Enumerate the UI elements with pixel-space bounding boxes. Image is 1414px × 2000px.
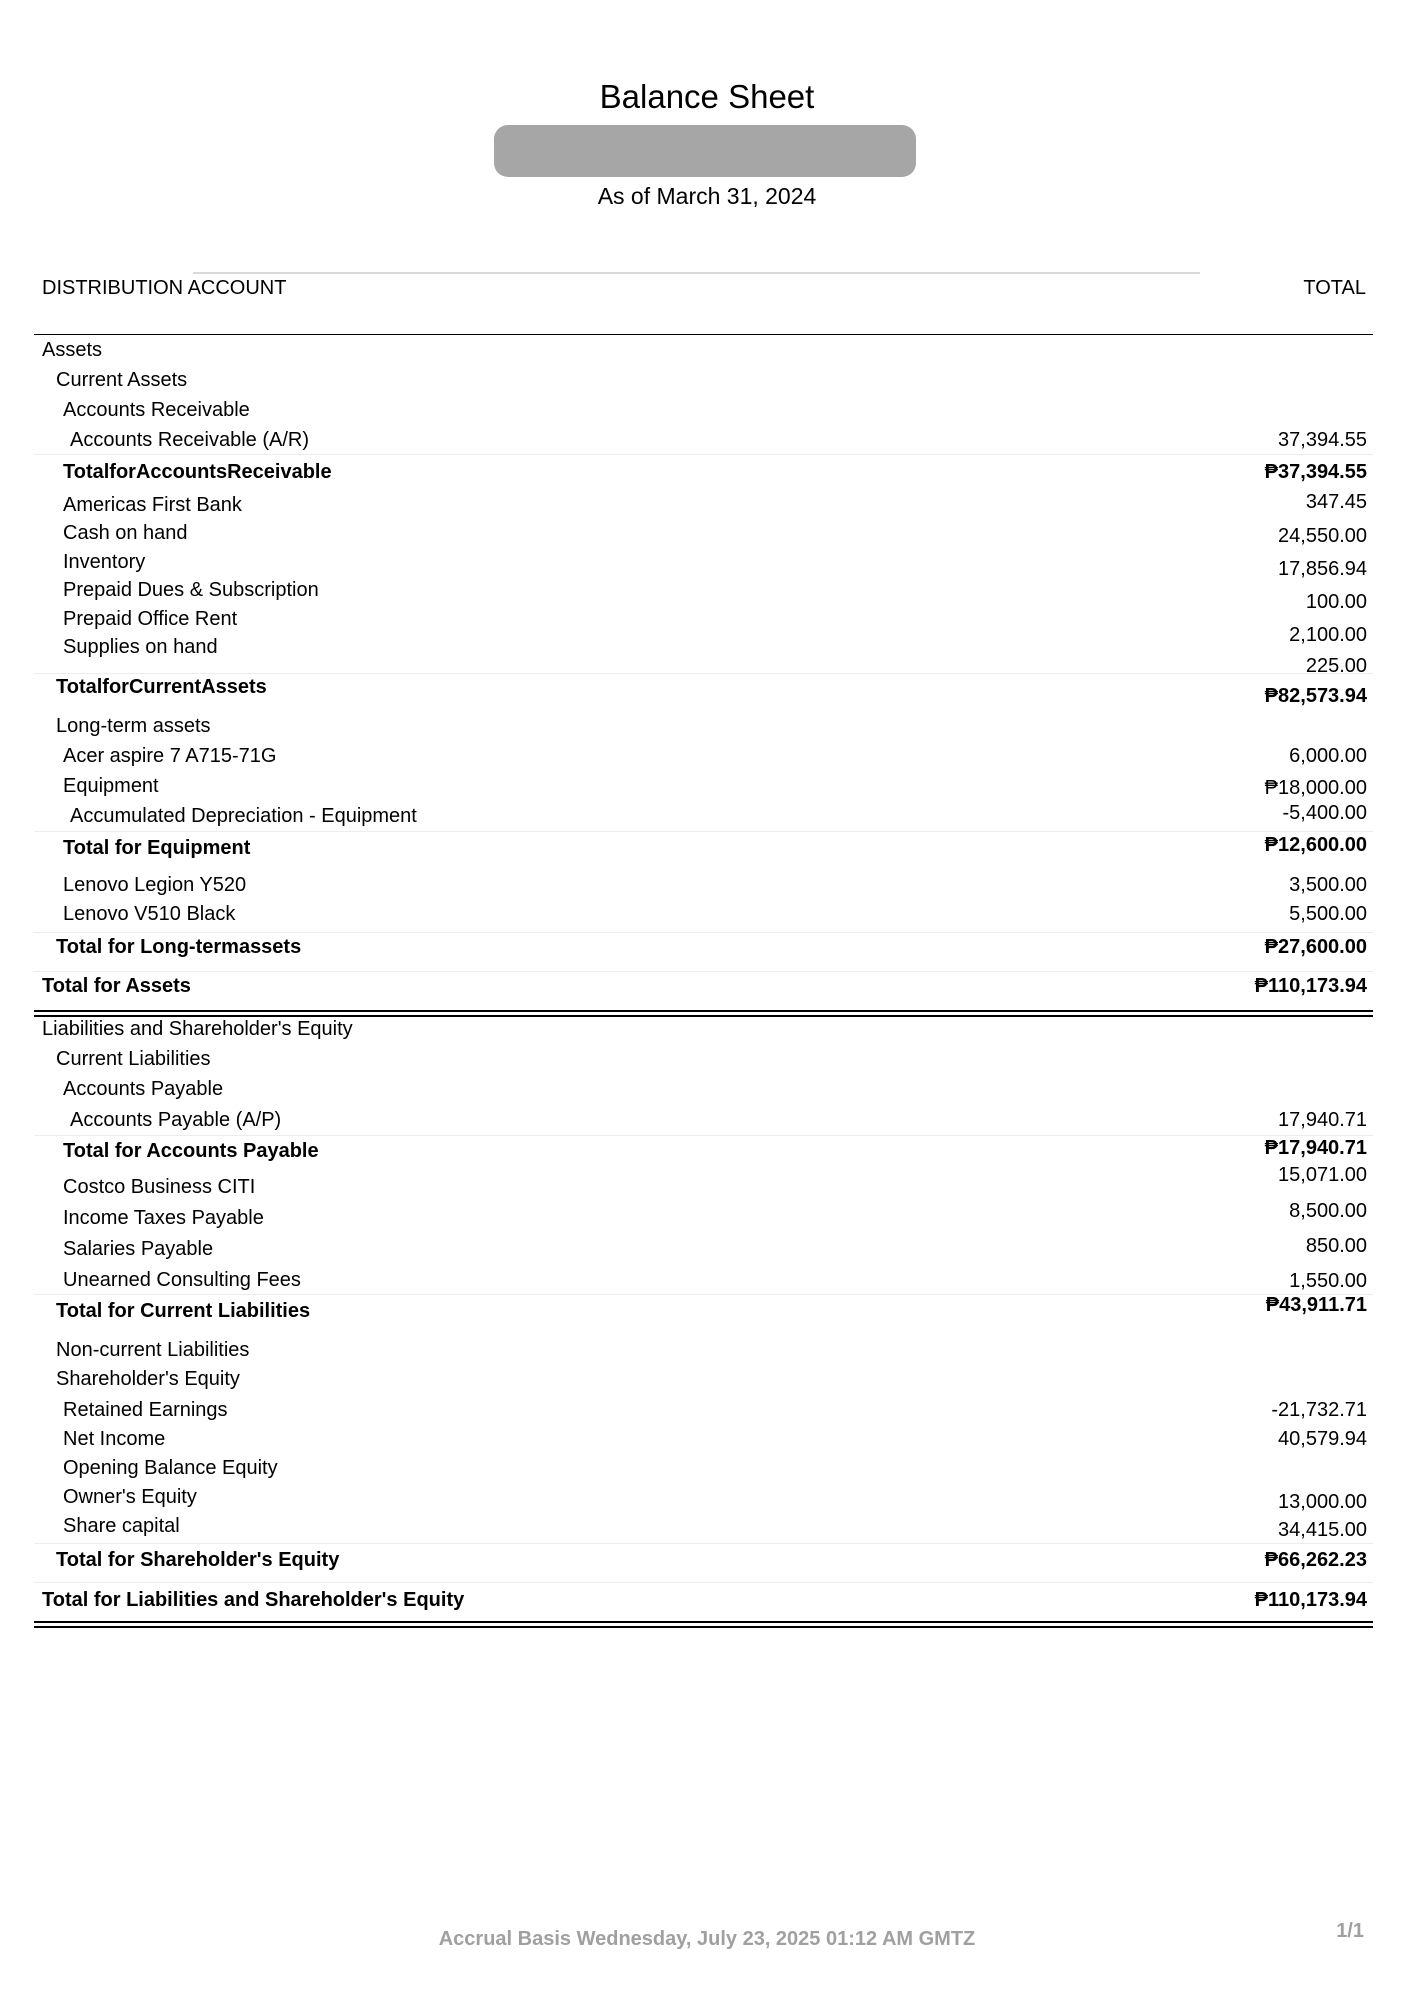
- report-date: As of March 31, 2024: [597, 183, 817, 209]
- row-amount: ₱17,940.71: [1264, 1137, 1367, 1159]
- row-amount: -21,732.71: [1271, 1399, 1367, 1421]
- row-amount: 17,856.94: [1278, 558, 1367, 580]
- table-row: [34, 1424, 1371, 1454]
- table-row: [34, 490, 1371, 520]
- row-amount: 24,550.00: [1278, 525, 1367, 547]
- row-separator: [34, 831, 1373, 832]
- table-row: [34, 1014, 1371, 1044]
- row-amount: ₱110,173.94: [1254, 1589, 1367, 1611]
- table-row: [34, 518, 1371, 548]
- row-label: Accounts Payable: [63, 1078, 224, 1100]
- row-label: Supplies on hand: [63, 636, 218, 658]
- row-label: Cash on hand: [63, 522, 188, 544]
- table-row: [34, 932, 1371, 962]
- table-row: [34, 1296, 1371, 1326]
- row-label: Net Income: [63, 1428, 166, 1450]
- table-row: [34, 672, 1371, 707]
- table-row: [34, 365, 1371, 395]
- table-row: [34, 899, 1371, 929]
- row-separator: [34, 1543, 1373, 1544]
- row-label: Accounts Payable (A/P): [70, 1109, 282, 1131]
- row-label: Non-current Liabilities: [56, 1339, 250, 1361]
- row-amount: 3,500.00: [1289, 874, 1367, 896]
- row-label: Total for Current Liabilities: [56, 1300, 311, 1322]
- table-row: [34, 1453, 1371, 1483]
- row-label: Assets: [42, 339, 103, 361]
- table-row: [34, 1044, 1371, 1074]
- report-title: Balance Sheet: [599, 78, 815, 115]
- row-amount: ₱82,573.94: [1264, 685, 1367, 707]
- column-header-total: TOTAL: [1303, 277, 1366, 299]
- row-label: Income Taxes Payable: [63, 1207, 264, 1229]
- row-separator: [34, 1135, 1373, 1136]
- row-amount: 2,100.00: [1289, 624, 1367, 646]
- row-label: Accounts Receivable (A/R): [70, 429, 309, 451]
- table-row: [34, 711, 1371, 741]
- row-label: Lenovo Legion Y520: [63, 874, 247, 896]
- row-label: Long-term assets: [56, 715, 211, 737]
- table-row: [34, 1395, 1371, 1425]
- row-label: Shareholder's Equity: [56, 1368, 240, 1390]
- row-label: Salaries Payable: [63, 1238, 214, 1260]
- row-label: TotalforCurrentAssets: [56, 676, 267, 698]
- table-row: [34, 1234, 1371, 1264]
- table-row: [34, 1105, 1371, 1135]
- row-amount: 17,940.71: [1278, 1109, 1367, 1131]
- column-header-account: DISTRIBUTION ACCOUNT: [42, 277, 287, 299]
- row-amount: 225.00: [1305, 655, 1367, 677]
- row-label: Accumulated Depreciation - Equipment: [70, 805, 417, 827]
- row-amount: ₱12,600.00: [1264, 834, 1367, 856]
- table-row: [34, 1585, 1371, 1615]
- redacted-company-name: [494, 125, 916, 177]
- table-row: [34, 741, 1371, 771]
- row-amount: 34,415.00: [1278, 1519, 1367, 1541]
- table-row: [34, 1164, 1371, 1202]
- row-amount: 1,550.00: [1289, 1270, 1367, 1292]
- table-row: [34, 870, 1371, 900]
- row-amount: 100.00: [1305, 591, 1367, 613]
- row-label: Lenovo V510 Black: [63, 903, 236, 925]
- header-rule: [193, 272, 1200, 274]
- table-row: [34, 1545, 1371, 1575]
- table-row: [34, 457, 1371, 487]
- row-label: Inventory: [63, 551, 146, 573]
- row-label: Total for Long-termassets: [56, 936, 302, 958]
- table-row: [34, 632, 1371, 677]
- row-amount: ₱43,911.71: [1265, 1294, 1367, 1316]
- row-label: Equipment: [63, 775, 159, 797]
- row-label: Total for Liabilities and Shareholder's Equity: [42, 1589, 465, 1611]
- row-label: Current Assets: [56, 369, 188, 391]
- row-amount: 37,394.55: [1278, 429, 1367, 451]
- table-row: [34, 1074, 1371, 1104]
- row-separator: [34, 454, 1373, 455]
- row-label: Prepaid Dues & Subscription: [63, 579, 319, 601]
- row-label: Americas First Bank: [63, 494, 242, 516]
- table-row: [34, 425, 1371, 455]
- row-label: Accounts Receivable: [63, 399, 250, 421]
- table-row: [34, 833, 1371, 863]
- table-row: [34, 801, 1371, 831]
- table-row: [34, 1136, 1371, 1166]
- table-row: [34, 547, 1371, 580]
- row-label: Total for Assets: [42, 975, 191, 997]
- table-row: [34, 575, 1371, 613]
- row-label: Current Liabilities: [56, 1048, 211, 1070]
- row-label: Total for Equipment: [63, 837, 251, 859]
- row-amount: 15,071.00: [1278, 1164, 1367, 1186]
- row-label: TotalforAccountsReceivable: [63, 461, 332, 483]
- row-label: Share capital: [63, 1515, 180, 1537]
- row-amount: ₱66,262.23: [1264, 1549, 1367, 1571]
- section-double-rule: [34, 1010, 1373, 1017]
- row-separator: [34, 932, 1373, 933]
- table-row: [34, 1364, 1371, 1394]
- row-label: Unearned Consulting Fees: [63, 1269, 301, 1291]
- row-separator: [34, 971, 1373, 972]
- row-label: Total for Shareholder's Equity: [56, 1549, 340, 1571]
- table-row: [34, 771, 1371, 801]
- row-amount: ₱18,000.00: [1264, 777, 1367, 799]
- closing-double-rule: [34, 1621, 1373, 1628]
- row-label: Retained Earnings: [63, 1399, 228, 1421]
- row-label: Acer aspire 7 A715-71G: [63, 745, 277, 767]
- row-label: Opening Balance Equity: [63, 1457, 278, 1479]
- row-amount: 40,579.94: [1278, 1428, 1367, 1450]
- table-row: [34, 1511, 1371, 1541]
- row-amount: -5,400.00: [1282, 802, 1367, 824]
- row-label: Prepaid Office Rent: [63, 608, 238, 630]
- table-row: [34, 1200, 1371, 1233]
- table-row: [34, 1335, 1371, 1365]
- table-row: [34, 395, 1371, 425]
- row-label: Owner's Equity: [63, 1486, 197, 1508]
- report-footer-basis: Accrual Basis Wednesday, July 23, 2025 01:12 AM GMTZ: [438, 1928, 976, 1950]
- row-separator: [34, 673, 1373, 674]
- row-amount: 6,000.00: [1289, 745, 1367, 767]
- table-row: [34, 1265, 1371, 1295]
- row-label: Costco Business CITI: [63, 1176, 256, 1198]
- row-label: Liabilities and Shareholder's Equity: [42, 1018, 353, 1040]
- row-amount: ₱37,394.55: [1264, 461, 1367, 483]
- row-amount: ₱27,600.00: [1264, 936, 1367, 958]
- table-row: [34, 971, 1371, 1001]
- table-row: [34, 604, 1371, 646]
- table-row: [34, 335, 1371, 365]
- row-amount: ₱110,173.94: [1254, 975, 1367, 997]
- row-amount: 5,500.00: [1289, 903, 1367, 925]
- table-row: [34, 1482, 1371, 1512]
- row-amount: 8,500.00: [1289, 1200, 1367, 1222]
- page-number: 1/1: [1336, 1920, 1364, 1942]
- row-amount: 850.00: [1305, 1235, 1367, 1257]
- row-separator: [34, 1294, 1373, 1295]
- row-label: Total for Accounts Payable: [63, 1140, 319, 1162]
- row-amount: 347.45: [1305, 491, 1367, 513]
- row-separator: [34, 1582, 1373, 1583]
- row-amount: 13,000.00: [1278, 1491, 1367, 1513]
